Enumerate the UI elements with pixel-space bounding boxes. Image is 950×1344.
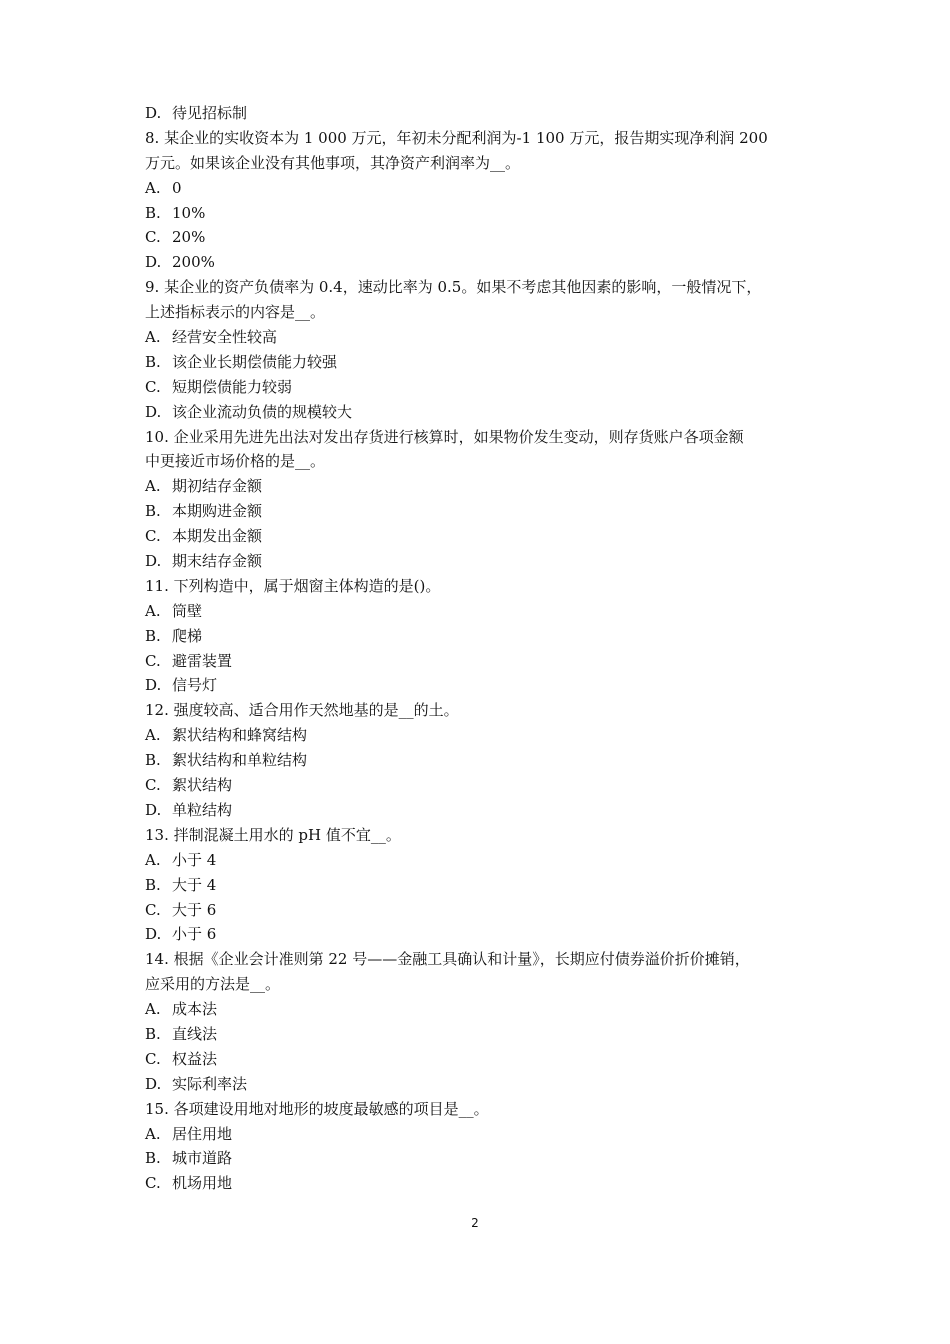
option-text: 权益法 [172, 1049, 218, 1068]
option-letter: D. [145, 1074, 162, 1093]
option-text: 本期购进金额 [172, 502, 263, 521]
answer-option [145, 748, 815, 773]
answer-option [145, 723, 815, 748]
option-letter: B. [145, 751, 161, 770]
option-letter: A. [145, 850, 161, 869]
option-text: 0 [172, 178, 182, 197]
option-text: 城市道路 [172, 1149, 233, 1168]
option-letter: B. [145, 1149, 161, 1168]
option-text: 絮状结构和蜂窝结构 [172, 726, 308, 745]
option-letter: B. [145, 626, 161, 645]
answer-option [145, 649, 815, 674]
question-text: 8. 某企业的实收资本为 1 000 万元，年初未分配利润为-1 100 万元，报告期实现净利润 200 [145, 128, 768, 147]
answer-option [145, 1022, 815, 1047]
option-text: 10% [172, 203, 206, 222]
option-text: 絮状结构和单粒结构 [172, 751, 308, 770]
option-letter: C. [145, 527, 161, 546]
option-text: 爬梯 [172, 626, 203, 645]
option-letter: D. [145, 104, 162, 122]
option-text: 絮状结构 [172, 776, 233, 795]
option-text: 200% [172, 253, 215, 272]
answer-option [145, 250, 815, 275]
option-letter: B. [145, 352, 161, 371]
answer-option [145, 499, 815, 524]
answer-option [145, 524, 815, 549]
option-text: 该企业长期偿债能力较强 [172, 352, 338, 371]
question-text: 应采用的方法是__。 [145, 975, 281, 994]
option-text: 机场用地 [172, 1174, 233, 1193]
option-letter: C. [145, 776, 161, 795]
question-text: 13. 拌制混凝土用水的 pH 值不宜__。 [145, 825, 401, 844]
question-text: 10. 企业采用先进先出法对发出存货进行核算时，如果物价发生变动，则存货账户各项金额 [145, 427, 744, 446]
option-text: 期初结存金额 [172, 477, 263, 496]
answer-option [145, 400, 815, 425]
answer-option [145, 101, 815, 126]
option-text: 信号灯 [172, 676, 218, 695]
answer-option [145, 898, 815, 923]
option-letter: D. [145, 552, 162, 571]
option-letter: B. [145, 502, 161, 521]
answer-option [145, 1171, 815, 1196]
option-text: 实际利率法 [172, 1074, 248, 1093]
question-text: 万元。如果该企业没有其他事项，其净资产利润率为__。 [145, 153, 521, 172]
option-text: 20% [172, 228, 206, 247]
option-letter: C. [145, 228, 161, 247]
answer-option [145, 798, 815, 823]
option-text: 大于 4 [172, 875, 217, 894]
answer-option [145, 350, 815, 375]
answer-option [145, 474, 815, 499]
option-letter: D. [145, 925, 162, 944]
option-text: 小于 6 [172, 925, 217, 944]
option-letter: D. [145, 253, 162, 272]
option-letter: C. [145, 377, 161, 396]
option-letter: B. [145, 1024, 161, 1043]
page-number: 2 [471, 1216, 479, 1230]
option-text: 单粒结构 [172, 800, 233, 819]
answer-option [145, 225, 815, 250]
answer-option [145, 773, 815, 798]
question-text: 11. 下列构造中，属于烟窗主体构造的是()。 [145, 576, 441, 595]
option-text: 避雷装置 [172, 651, 233, 670]
answer-option [145, 1072, 815, 1097]
option-letter: C. [145, 1174, 161, 1193]
answer-option [145, 997, 815, 1022]
question-text: 上述指标表示的内容是__。 [145, 303, 326, 322]
option-text: 该企业流动负债的规模较大 [172, 402, 353, 421]
question-text: 9. 某企业的资产负债率为 0.4，速动比率为 0.5。如果不考虑其他因素的影响，一般情况下， [145, 278, 762, 297]
answer-option [145, 922, 815, 947]
option-letter: A. [145, 328, 161, 347]
question-text: 14. 根据《企业会计准则第 22 号——金融工具确认和计量》，长期应付债券溢价折价摊销， [145, 950, 750, 969]
option-letter: A. [145, 477, 161, 496]
option-text: 小于 4 [172, 850, 217, 869]
option-text: 居住用地 [172, 1124, 233, 1143]
option-text: 期末结存金额 [172, 552, 263, 571]
option-letter: A. [145, 178, 161, 197]
question-list [145, 101, 815, 1196]
answer-option [145, 325, 815, 350]
option-letter: A. [145, 726, 161, 745]
answer-option [145, 1146, 815, 1171]
option-letter: C. [145, 651, 161, 670]
answer-option [145, 873, 815, 898]
answer-option [145, 201, 815, 226]
answer-option [145, 549, 815, 574]
option-letter: C. [145, 900, 161, 919]
option-text: 经营安全性较高 [172, 328, 278, 347]
answer-option [145, 176, 815, 201]
option-letter: A. [145, 1124, 161, 1143]
option-text: 直线法 [172, 1024, 218, 1043]
option-letter: A. [145, 601, 161, 620]
option-letter: D. [145, 402, 162, 421]
option-letter: B. [145, 203, 161, 222]
answer-option [145, 624, 815, 649]
answer-option [145, 673, 815, 698]
question-text: 12. 强度较高、适合用作天然地基的是__的土。 [145, 701, 459, 720]
option-letter: D. [145, 676, 162, 695]
option-text: 短期偿债能力较弱 [172, 377, 293, 396]
option-text: 成本法 [172, 1000, 218, 1019]
option-text: 待见招标制 [172, 104, 248, 122]
option-text: 大于 6 [172, 900, 217, 919]
option-text: 本期发出金额 [172, 527, 263, 546]
option-letter: C. [145, 1049, 161, 1068]
option-letter: D. [145, 800, 162, 819]
answer-option [145, 1047, 815, 1072]
answer-option [145, 848, 815, 873]
option-letter: B. [145, 875, 161, 894]
question-text: 15. 各项建设用地对地形的坡度最敏感的项目是__。 [145, 1099, 489, 1118]
answer-option [145, 1122, 815, 1147]
answer-option [145, 599, 815, 624]
answer-option [145, 375, 815, 400]
option-letter: A. [145, 1000, 161, 1019]
question-text: 中更接近市场价格的是__。 [145, 452, 326, 471]
option-text: 筒壁 [172, 601, 203, 620]
